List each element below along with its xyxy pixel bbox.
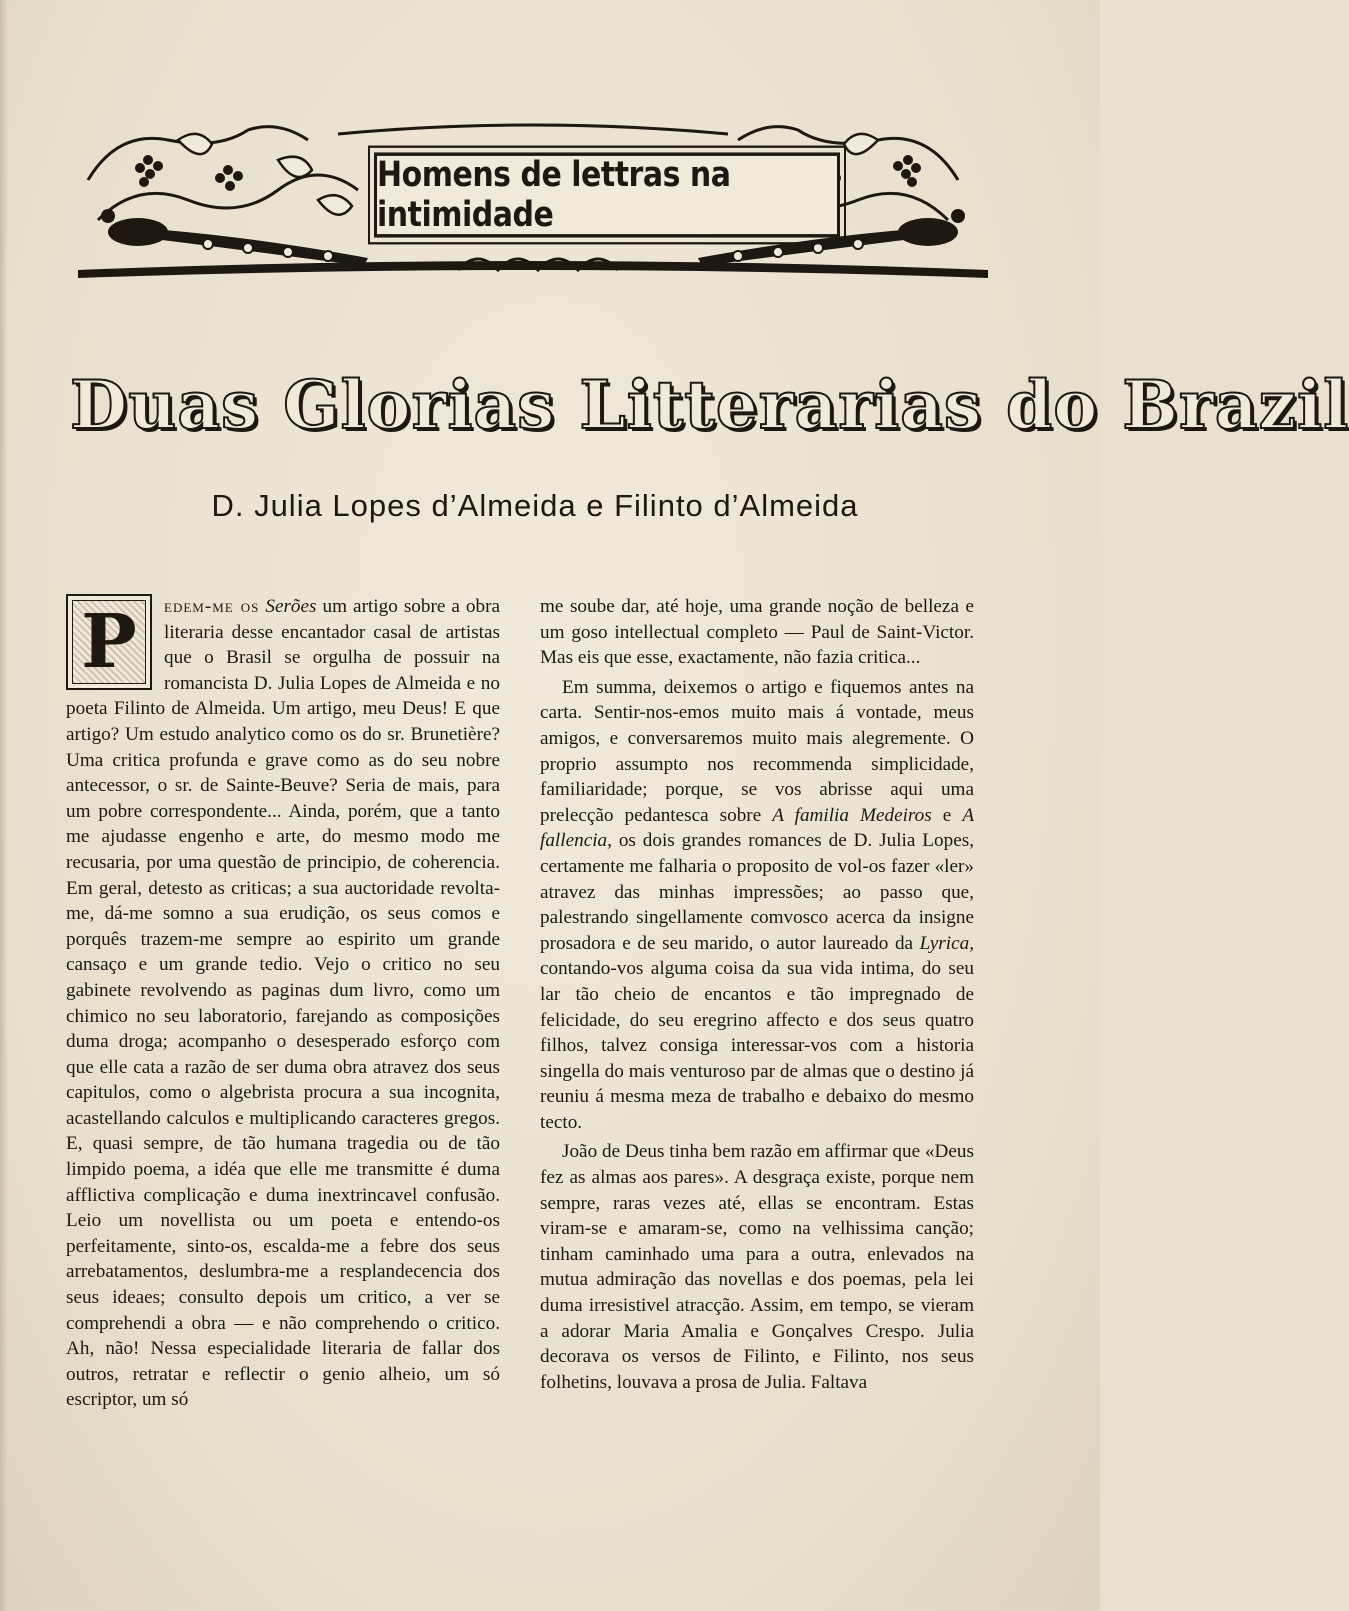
right-paragraph-2-a: Em summa, deixemos o artigo e fiquemos antes na carta. Sentir-nos-emos muito mais á vontade, meus amigos, e conversaremos muito mais alegremente. O proprio assumpto nos recommenda simplicidade, familiaridade; porque, se vos abrisse aqui uma prelecção pedantesca sobre bbox=[540, 676, 974, 826]
article-subtitle: D. Julia Lopes d’Almeida e Filinto d’Almeida bbox=[211, 488, 859, 523]
book-title-familia-medeiros: A familia Medeiros bbox=[772, 804, 932, 826]
banner-title: Homens de lettras na intimidade bbox=[374, 152, 840, 237]
right-column bbox=[540, 594, 974, 1395]
left-column-text: um artigo sobre a obra literaria desse encantador casal de artistas que o Brasil se orgulha de possuir na romancista D. Julia Lopes de Almeida e no poeta Filinto de Almeida. Um artigo, meu Deus! E que artigo? Um estudo analytico como os do sr. Brunetière? Uma critica profunda e grave como as do seu nobre antecessor, o sr. de Sainte-Beuve? Seria de mais, para um pobre correspondente... Ainda, porém, que a tanto me ajudasse engenho e arte, do mesmo modo me recusaria, por uma questão de principio, de coherencia. Em geral, detesto as criticas; a sua auctoridade revolta-me, dá-me somno a sua erudição, os seus comos e porquês trazem-me sempre ao espirito um grande cansaço e um grande tedio. Vejo o critico no seu gabinete revolvendo as paginas dum livro, como um chimico no seu laboratorio, farejando as composições duma droga; acompanho o desesperado esforço com que elle cata a razão de ser duma obra atravez dos seus capitulos, como o algebrista procura a sua incognita, acastellando calculos e multiplicando caracteres gregos. E, quasi sempre, de tão humana tragedia ou de tão limpido poema, a idéa que elle me transmitte é duma afflictiva complicação e duma inextrincavel confusão. Leio um novellista ou um poeta e entendo-os perfeitamente, sinto-os, escalda-me a febre dos seus arrebatamentos, deslumbra-me a resplandecencia dos seus ideaes; consulto depois um critico, a ver se comprehendi a obra — e não comprehendo o critico. Ah, não! Nessa especialidade literaria de fallar dos outros, retratar e reflectir o genio alheio, um só escriptor, um só bbox=[66, 596, 501, 1411]
left-column-paragraph bbox=[66, 594, 500, 1413]
lead-italic-title: Serões bbox=[265, 596, 317, 617]
left-column bbox=[66, 594, 500, 1413]
right-paragraph-2-b: e bbox=[942, 804, 952, 826]
lead-smallcaps: edem-me os bbox=[164, 596, 260, 617]
ornamental-dropcap bbox=[66, 594, 152, 690]
page-edge-shadow bbox=[0, 0, 8, 1611]
right-paragraph-2-c: os dois grandes romances de D. Julia Lopes, certamente me falharia o proposito de vol-os fazer «ler» atravez das minhas impressões; ao passo que, palestrando singellamente comvosco acerca da insigne prosadora e de seu marido, o autor laureado da bbox=[540, 830, 974, 954]
right-paragraph-2-d: contando-vos alguma coisa da sua vida intima, do seu lar tão cheio de encantos e tão impregnado de felicidade, do seu eregrino affecto e dos seus quatro filhos, talvez consiga interessar-vos com a historia singella do mais venturoso par de almas que o destino já reuniu á mesma meza de trabalho e debaixo do mesmo tecto. bbox=[540, 958, 974, 1133]
right-paragraph-2 bbox=[540, 675, 974, 1136]
ornamental-header-banner bbox=[78, 120, 988, 288]
right-paragraph-1: me soube dar, até hoje, uma grande noção de belleza e um goso intellectual completo — Paul de Saint-Victor. Mas eis que esse, exactamente, não fazia critica... bbox=[540, 596, 974, 669]
dropcap-letter: P bbox=[72, 600, 146, 684]
book-title-lyrica: Lyrica, bbox=[919, 932, 974, 954]
article-title: Duas Glorias Litterarias do Brazil bbox=[70, 366, 1349, 444]
right-paragraph-3: João de Deus tinha bem razão em affirmar que «Deus fez as almas aos pares». A desgraça existe, porque nem sempre, raras vezes até, ellas se encontram. Estas viram-se e amaram-se, como na velhissima canção; tinham caminhado uma para a outra, enlevados na mutua admiração das novellas e dos poemas, pela lei duma irresistivel atracção. Assim, em tempo, se vieram a adorar Maria Amalia e Gonçalves Crespo. Julia decorava os versos de Filinto, e Filinto, nos seus folhetins, louvava a prosa de Julia. Faltava bbox=[540, 1141, 974, 1393]
book-title-fallencia: A fallencia, bbox=[540, 804, 975, 852]
